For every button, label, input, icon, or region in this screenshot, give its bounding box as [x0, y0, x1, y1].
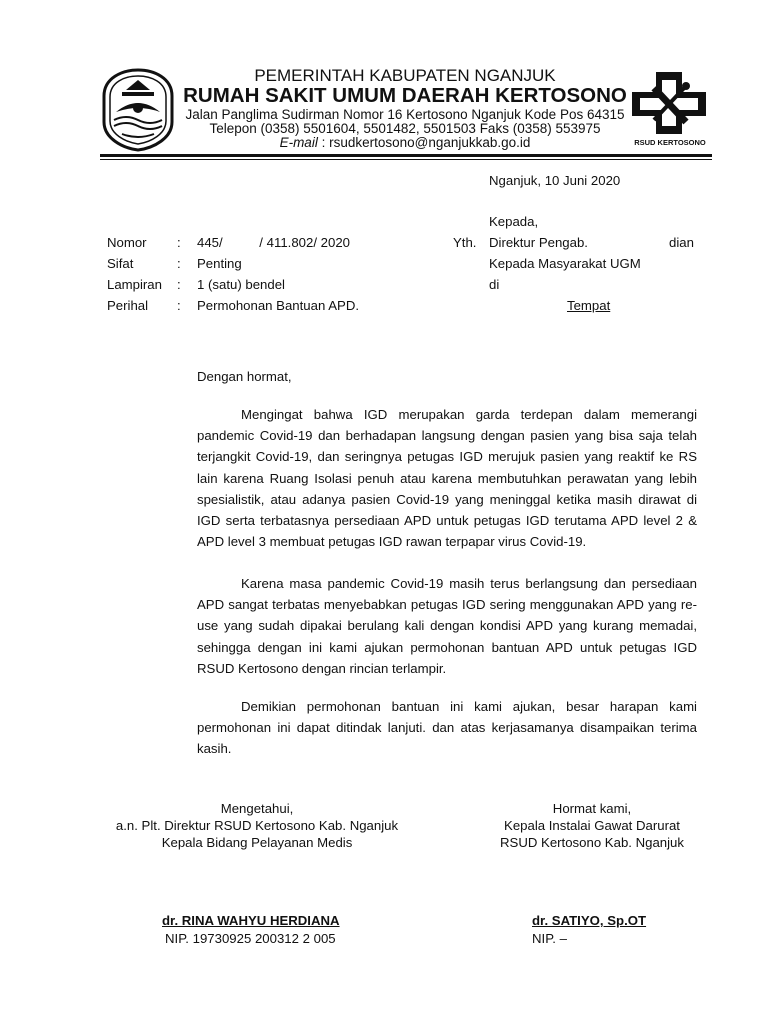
meta-label-sifat: Sifat	[107, 256, 134, 271]
signature-left-block	[97, 800, 417, 851]
recipient-line3: di	[489, 277, 500, 292]
sig-right-line2: Kepala Instalai Gawat Darurat	[504, 818, 680, 833]
sig-left-line3: Kepala Bidang Pelayanan Medis	[161, 835, 353, 850]
paragraph-text: Mengingat bahwa IGD merupakan garda terdepan dalam memerangi pandemic Covid-19 dan berhadapan langsung dengan pasien yang bisa saja telah terjangkit Covid-19, dan seringnya petugas IGD merujuk pasien yang reaktif ke RS lain karena Ruang Isolasi penuh atau karena membutuhkan perawatan yang lebih spesialistik, atau adanya pasien Covid-19 yang meninggal ketika masih dirawat di IGD serta terbatasnya persediaan APD untuk petugas IGD terutama APD level 2 & APD level 3 membuat petugas IGD rawan terpapar virus Covid-19.	[197, 407, 697, 550]
letter-date: Nganjuk, 10 Juni 2020	[489, 173, 621, 188]
meta-value-lampiran: 1 (satu) bendel	[197, 277, 285, 292]
kop-email	[170, 135, 640, 150]
sig-right-nip: NIP. –	[532, 931, 567, 946]
recipient-tempat: Tempat	[567, 298, 611, 313]
sig-left-line1: Mengetahui,	[220, 801, 294, 816]
kop-hospital-name: RUMAH SAKIT UMUM DAERAH KERTOSONO	[183, 84, 627, 107]
recipient-line1b: dian	[669, 235, 694, 250]
body-paragraph	[197, 573, 697, 679]
email-value: : rsudkertosono@nganjukkab.go.id	[317, 135, 531, 150]
meta-value-sifat: Penting	[197, 256, 242, 271]
sig-left-name: dr. RINA WAHYU HERDIANA	[162, 913, 340, 928]
sig-right-line3: RSUD Kertosono Kab. Nganjuk	[500, 835, 684, 850]
recipient-kepada: Kepada,	[489, 214, 539, 229]
meta-sep: :	[177, 256, 181, 271]
kop-divider-thin	[100, 159, 712, 160]
recipient-line1a: Direktur Pengab.	[489, 235, 588, 250]
recipient-yth: Yth.	[453, 235, 477, 250]
body-paragraph	[197, 404, 697, 552]
kop-divider-thick	[100, 154, 712, 157]
meta-sep: :	[177, 277, 181, 292]
kop-address: Jalan Panglima Sudirman Nomor 16 Kertosono Nganjuk Kode Pos 64315	[185, 107, 625, 122]
sig-left-nip: NIP. 19730925 200312 2 005	[165, 931, 336, 946]
meta-sep: :	[177, 235, 181, 250]
signature-right-block	[478, 800, 706, 851]
meta-value-nomor: 445/ / 411.802/ 2020	[197, 235, 350, 250]
body-paragraph	[197, 696, 697, 760]
meta-label-lampiran: Lampiran	[107, 277, 162, 292]
sig-right-name: dr. SATIYO, Sp.OT	[532, 913, 647, 928]
kop-government-name: PEMERINTAH KABUPATEN NGANJUK	[254, 66, 556, 85]
meta-label-perihal: Perihal	[107, 298, 149, 313]
meta-sep: :	[177, 298, 181, 313]
sig-left-line2: a.n. Plt. Direktur RSUD Kertosono Kab. Nganjuk	[115, 818, 399, 833]
kop-phone: Telepon (0358) 5501604, 5501482, 5501503 Faks (0358) 553975	[209, 121, 601, 136]
sig-right-line1: Hormat kami,	[552, 801, 632, 816]
email-label: E-mail	[279, 135, 318, 150]
logo-caption: RSUD KERTOSONO	[634, 138, 706, 147]
paragraph-text: Karena masa pandemic Covid-19 masih terus berlangsung dan persediaan APD sangat terbatas menyebabkan petugas IGD sering menggunakan APD yang re-use yang sudah dipakai berulang kali dengan kondisi APD yang kurang memadai, sehingga dengan ini kami ajukan permohonan bantuan APD untuk petugas IGD RSUD Kertosono dengan rincian terlampir.	[197, 576, 697, 676]
recipient-line2: Kepada Masyarakat UGM	[489, 256, 641, 271]
meta-label-nomor: Nomor	[107, 235, 147, 250]
meta-value-perihal: Permohonan Bantuan APD.	[197, 298, 360, 313]
salutation: Dengan hormat,	[197, 369, 292, 384]
paragraph-text: Demikian permohonan bantuan ini kami ajukan, besar harapan kami permohonan ini dapat ditindak lanjuti. dan atas kerjasamanya disampaikan terima kasih.	[197, 699, 697, 757]
regency-emblem-logo	[100, 68, 176, 152]
